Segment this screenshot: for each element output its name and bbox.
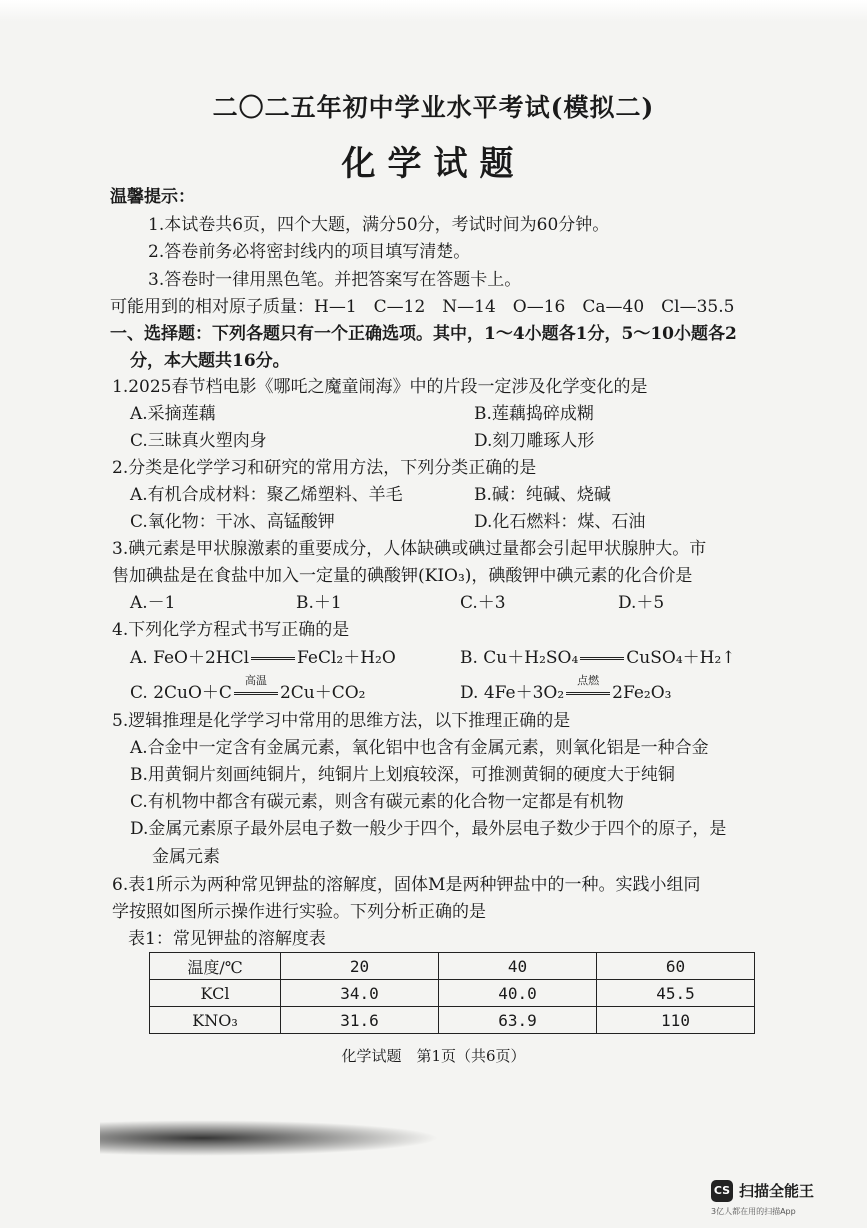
q2-option-c: C.氧化物：干冰、高锰酸钾 [130, 512, 335, 532]
table-header-cell: 60 [597, 953, 755, 980]
table-row [150, 980, 755, 1007]
q4-c-equals [232, 674, 280, 704]
q4-option-c [130, 674, 366, 704]
q4-option-b [460, 647, 736, 669]
section1-instructions: 一、选择题：下列各题只有一个正确选项。其中，1～4小题各1分，5～10小题各2 [110, 324, 737, 344]
q4-b-products: CuSO₄＋H₂↑ [626, 648, 736, 668]
camscanner-logo-icon: CS [711, 1180, 733, 1202]
q2-option-d: D.化石燃料：煤、石油 [474, 512, 646, 532]
q4-a-products: FeCl₂＋H₂O [297, 648, 396, 668]
subject-title: 化学试题 [341, 144, 526, 184]
tip-1: 1.本试卷共6页，四个大题，满分50分，考试时间为60分钟。 [148, 215, 610, 235]
q4-c-products: 2Cu＋CO₂ [279, 683, 366, 703]
q4-d-products: 2Fe₂O₃ [612, 683, 672, 703]
table-row [150, 1007, 755, 1034]
table-row [150, 953, 755, 980]
exam-title: 二〇二五年初中学业水平考试(模拟二) [212, 93, 655, 122]
scanner-watermark [711, 1176, 851, 1218]
q4-d-reactants: D. 4Fe＋3O₂ [460, 683, 565, 703]
q5-option-c: C.有机物中都含有碳元素，则含有碳元素的化合物一定都是有机物 [130, 792, 624, 812]
q3-option-a: A.－1 [130, 593, 176, 613]
q6-stem: 6.表1所示为两种常见钾盐的溶解度，固体M是两种钾盐中的一种。实践小组同 [112, 875, 701, 895]
table-cell: 40.0 [439, 980, 597, 1007]
q5-option-b: B.用黄铜片刻画纯铜片，纯铜片上划痕较深，可推测黄铜的硬度大于纯铜 [130, 765, 675, 785]
q1-stem: 1.2025春节档电影《哪吒之魔童闹海》中的片段一定涉及化学变化的是 [112, 377, 648, 397]
table-cell: 110 [597, 1007, 755, 1034]
q4-option-d [460, 674, 672, 704]
tip-3: 3.答卷时一律用黑色笔。并把答案写在答题卡上。 [148, 270, 522, 290]
q4-option-a [130, 647, 396, 669]
q5-option-d-cont: 金属元素 [152, 847, 220, 867]
q4-d-condition: 点燃 [577, 674, 600, 687]
table-header-cell: 40 [439, 953, 597, 980]
q4-b-reactants: B. Cu＋H₂SO₄ [460, 648, 579, 668]
q4-stem: 4.下列化学方程式书写正确的是 [112, 620, 350, 640]
q4-d-equals [564, 674, 612, 704]
table-cell: 45.5 [597, 980, 755, 1007]
section1-instructions-cont: 分，本大题共16分。 [130, 351, 290, 371]
q2-option-a: A.有机合成材料：聚乙烯塑料、羊毛 [130, 485, 403, 505]
solubility-table [149, 952, 755, 1034]
page-footer: 化学试题 第1页（共6页） [341, 1047, 526, 1065]
watermark-tagline: 3亿人都在用的扫描App [711, 1207, 796, 1216]
q1-option-b: B.莲藕捣碎成糊 [474, 404, 594, 424]
q4-a-reactants: A. FeO＋2HCl [130, 648, 250, 668]
table-header-cell: 20 [281, 953, 439, 980]
q2-option-b: B.碱：纯碱、烧碱 [474, 485, 611, 505]
table-cell: KCl [150, 980, 281, 1007]
q5-option-a: A.合金中一定含有金属元素，氧化铝中也含有金属元素，则氧化铝是一种合金 [130, 738, 709, 758]
table-header-cell: 温度/℃ [150, 953, 281, 980]
atomic-masses: 可能用到的相对原子质量：H—1 C—12 N—14 O—16 Ca—40 Cl—35.5 [110, 297, 735, 317]
tip-2: 2.答卷前务必将密封线内的项目填写清楚。 [148, 242, 471, 262]
table-cell: 31.6 [281, 1007, 439, 1034]
q4-b-equals [578, 647, 626, 669]
q5-stem: 5.逻辑推理是化学学习中常用的思维方法，以下推理正确的是 [112, 711, 571, 731]
scan-shadow [100, 1120, 440, 1156]
table-caption: 表1：常见钾盐的溶解度表 [128, 929, 326, 949]
scan-edge [0, 0, 867, 22]
table-cell: 63.9 [439, 1007, 597, 1034]
q2-stem: 2.分类是化学学习和研究的常用方法，下列分类正确的是 [112, 458, 537, 478]
q3-stem: 3.碘元素是甲状腺激素的重要成分，人体缺碘或碘过量都会引起甲状腺肿大。市 [112, 539, 707, 559]
q1-option-d: D.刻刀雕琢人形 [474, 431, 595, 451]
q3-option-d: D.＋5 [618, 593, 665, 613]
watermark-name: 扫描全能王 [739, 1182, 815, 1200]
q3-option-b: B.＋1 [296, 593, 342, 613]
q3-stem-cont: 售加碘盐是在食盐中加入一定量的碘酸钾(KIO₃)，碘酸钾中碘元素的化合价是 [112, 566, 693, 586]
q1-option-a: A.采摘莲藕 [130, 404, 216, 424]
table-cell: KNO₃ [150, 1007, 281, 1034]
q1-option-c: C.三昧真火塑肉身 [130, 431, 267, 451]
tips-heading: 温馨提示： [110, 187, 195, 207]
q4-c-condition: 高温 [244, 674, 267, 687]
q3-option-c: C.＋3 [460, 593, 506, 613]
q4-a-equals [249, 647, 297, 669]
q6-stem-cont: 学按照如图所示操作进行实验。下列分析正确的是 [112, 902, 486, 922]
q5-option-d: D.金属元素原子最外层电子数一般少于四个，最外层电子数少于四个的原子，是 [130, 819, 727, 839]
q4-c-reactants: C. 2CuO＋C [130, 683, 232, 703]
table-cell: 34.0 [281, 980, 439, 1007]
